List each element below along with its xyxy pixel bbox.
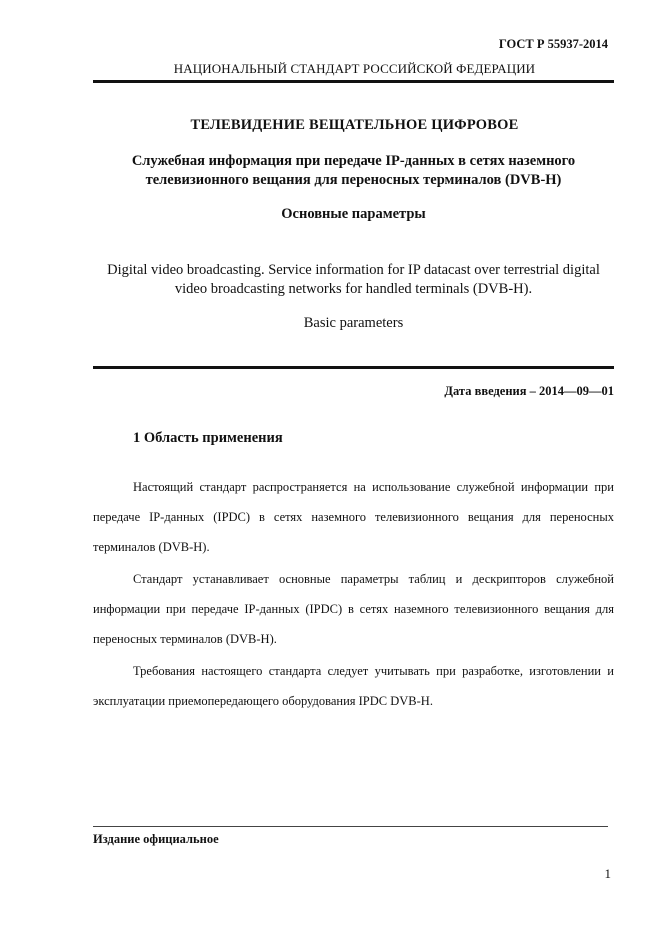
standard-number: ГОСТ Р 55937-2014 xyxy=(498,37,608,51)
section-heading: 1 Область применения xyxy=(133,430,283,446)
document-subtitle: Служебная информация при передаче IP-данных в сетях наземного телевизионного вещания для переносных терминалов (DVB-H) xyxy=(131,153,576,188)
document-title: ТЕЛЕВИДЕНИЕ ВЕЩАТЕЛЬНОЕ ЦИФРОВОЕ xyxy=(190,117,519,133)
organization-title: НАЦИОНАЛЬНЫЙ СТАНДАРТ РОССИЙСКОЙ ФЕДЕРАЦИИ xyxy=(173,61,536,76)
page-number: 1 xyxy=(604,866,611,881)
title-divider xyxy=(93,366,614,369)
english-title: Digital video broadcasting. Service information for IP datacast over terrestrial digital video broadcasting networks for handled terminals (DVB-H). xyxy=(107,262,600,297)
paragraph: Требования настоящего стандарта следует учитывать при разработке, изготовлении и эксплуатации приемопередающего оборудования IPDC DVB-H. xyxy=(93,664,614,708)
english-params-title: Basic parameters xyxy=(303,315,404,331)
paragraph: Настоящий стандарт распространяется на использование служебной информации при передаче IP-данных (IPDC) в сетях наземного телевизионного вещания для переносных терминалов (DVB-H). xyxy=(93,480,614,554)
footer-divider xyxy=(93,826,608,827)
edition-label: Издание официальное xyxy=(93,832,219,846)
header-divider xyxy=(93,80,614,83)
paragraph: Стандарт устанавливает основные параметры таблиц и дескрипторов служебной информации при передаче IP-данных (IPDC) в сетях наземного телевизионного вещания для переносных терминалов (DVB-H). xyxy=(93,572,614,646)
document-params-title: Основные параметры xyxy=(281,206,426,222)
introduction-date: Дата введения – 2014—09—01 xyxy=(444,384,614,398)
